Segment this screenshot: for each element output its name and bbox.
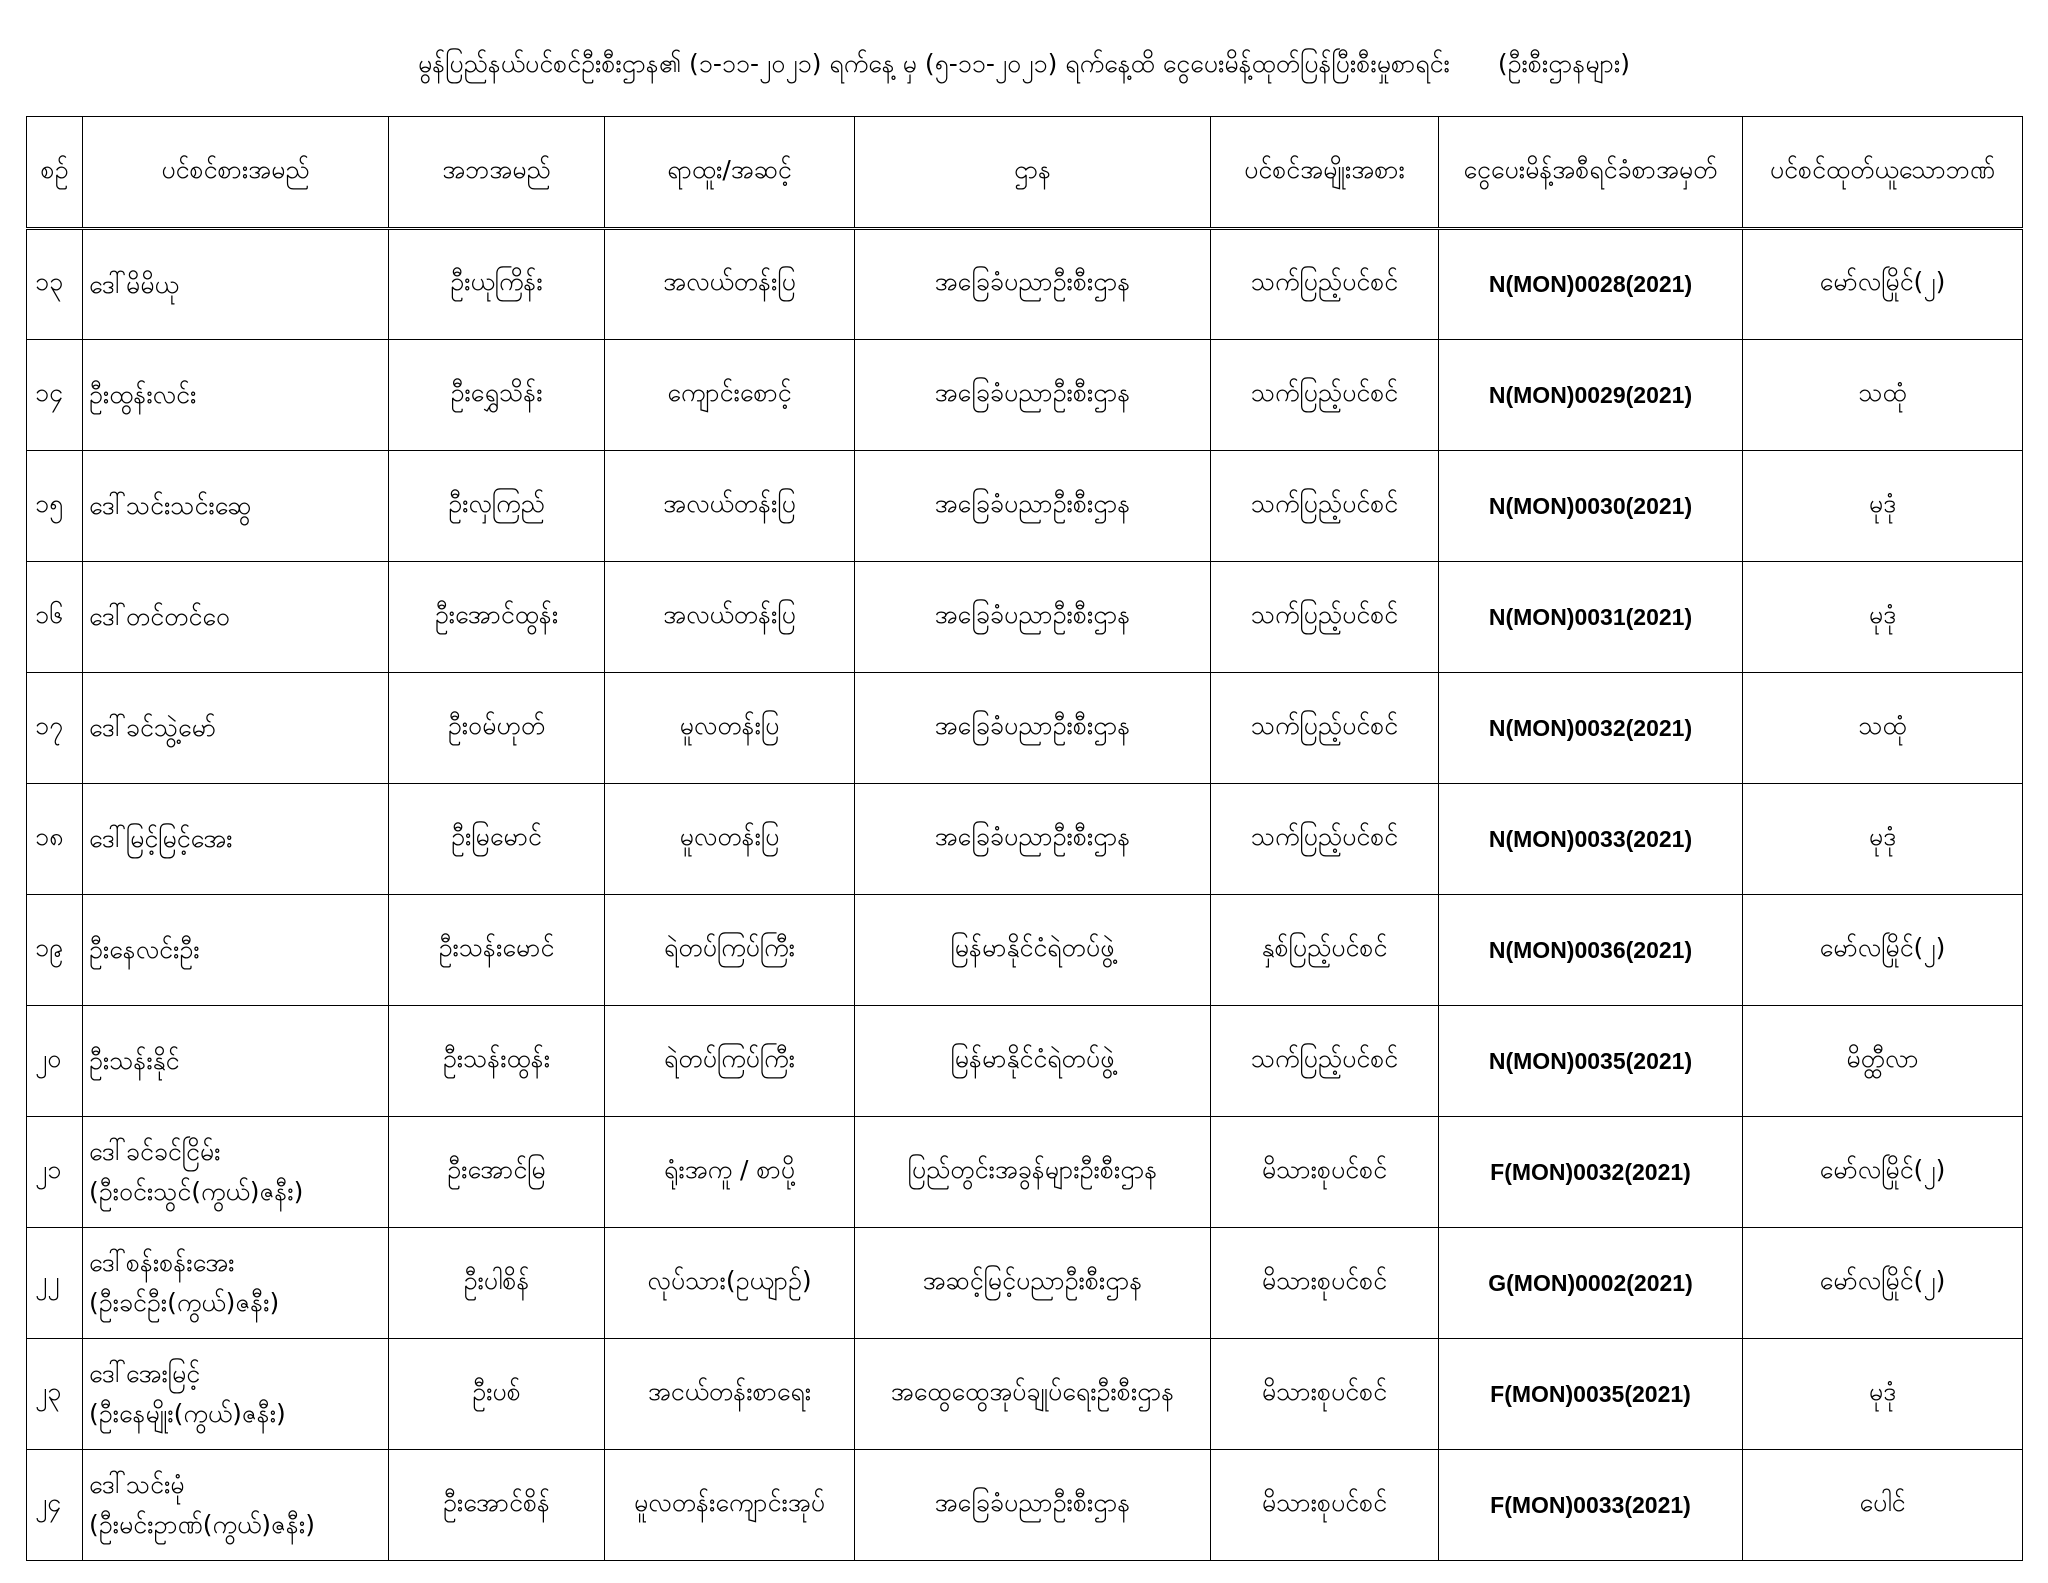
cell-no: ၂၁ [27,1117,83,1228]
cell-pensioner [83,451,389,562]
col-header-department: ဌာန [855,117,1211,229]
cell-pensioner [83,1228,389,1339]
cell-pension-type: သက်ပြည့်ပင်စင် [1211,1006,1439,1117]
spouse-note: (ဦးဝင်းသွင်(ကွယ်)ဇနီး) [89,1177,304,1206]
cell-father: ဦးယုကြိန်း [389,229,605,340]
cell-father: ဦးဝမ်ဟုတ် [389,673,605,784]
table-row [27,1117,2023,1228]
cell-rank: အလယ်တန်းပြ [605,229,855,340]
cell-pension-type: သက်ပြည့်ပင်စင် [1211,562,1439,673]
cell-license-no: N(MON)0036(2021) [1439,895,1743,1006]
cell-office: မော်လမြိုင်(၂) [1743,1117,2023,1228]
cell-department: အခြေခံပညာဦးစီးဌာန [855,562,1211,673]
pensioner-name: ဒေါ်သင်းမုံ [89,1470,185,1499]
cell-department: မြန်မာနိုင်ငံရဲတပ်ဖွဲ့ [855,895,1211,1006]
cell-pensioner [83,340,389,451]
table-row [27,784,2023,895]
table-row [27,229,2023,340]
cell-rank: ရုံးအကူ / စာပို့ [605,1117,855,1228]
cell-department: အထွေထွေအုပ်ချုပ်ရေးဦးစီးဌာန [855,1339,1211,1450]
pensioner-name: ဒေါ်သင်းသင်းဆွေ [89,491,252,520]
table-row [27,562,2023,673]
cell-license-no: N(MON)0035(2021) [1439,1006,1743,1117]
cell-department: အခြေခံပညာဦးစီးဌာန [855,1450,1211,1561]
table-row [27,340,2023,451]
cell-no: ၁၃ [27,229,83,340]
cell-pensioner [83,673,389,784]
cell-rank: ရဲတပ်ကြပ်ကြီး [605,1006,855,1117]
col-header-rank: ရာထူး/အဆင့် [605,117,855,229]
col-header-type: ပင်စင်အမျိုးအစား [1211,117,1439,229]
table-row [27,1450,2023,1561]
spouse-note: (ဦးခင်ဦး(ကွယ်)ဇနီး) [89,1288,280,1317]
cell-office: မုဒုံ [1743,451,2023,562]
cell-pensioner [83,1339,389,1450]
cell-office: မုဒုံ [1743,562,2023,673]
cell-office: မော်လမြိုင်(၂) [1743,1228,2023,1339]
header-row [27,117,2023,229]
cell-no: ၁၄ [27,340,83,451]
cell-department: အခြေခံပညာဦးစီးဌာန [855,673,1211,784]
cell-rank: မူလတန်းပြ [605,784,855,895]
cell-license-no: N(MON)0030(2021) [1439,451,1743,562]
col-header-no: စဉ် [27,117,83,229]
cell-pensioner [83,784,389,895]
cell-license-no: F(MON)0035(2021) [1439,1339,1743,1450]
cell-no: ၁၆ [27,562,83,673]
cell-rank: အလယ်တန်းပြ [605,451,855,562]
cell-no: ၁၇ [27,673,83,784]
cell-rank: မူလတန်းကျောင်းအုပ် [605,1450,855,1561]
cell-pension-type: သက်ပြည့်ပင်စင် [1211,784,1439,895]
cell-license-no: G(MON)0002(2021) [1439,1228,1743,1339]
cell-department: အခြေခံပညာဦးစီးဌာန [855,784,1211,895]
cell-office: မုဒုံ [1743,784,2023,895]
cell-pension-type: သက်ပြည့်ပင်စင် [1211,673,1439,784]
cell-father: ဦးအောင်မြ [389,1117,605,1228]
cell-department: မြန်မာနိုင်ငံရဲတပ်ဖွဲ့ [855,1006,1211,1117]
pensioner-name: ဒေါ်ခင်ခင်ငြိမ်း [89,1137,221,1166]
cell-pension-type: သက်ပြည့်ပင်စင် [1211,451,1439,562]
cell-no: ၂၀ [27,1006,83,1117]
cell-department: အခြေခံပညာဦးစီးဌာန [855,451,1211,562]
cell-father: ဦးအောင်ထွန်း [389,562,605,673]
col-header-father: အဘအမည် [389,117,605,229]
cell-license-no: N(MON)0031(2021) [1439,562,1743,673]
table-row [27,451,2023,562]
cell-license-no: N(MON)0032(2021) [1439,673,1743,784]
cell-no: ၂၂ [27,1228,83,1339]
table-body [27,229,2023,1561]
cell-office: သထုံ [1743,673,2023,784]
spouse-note: (ဦးနေမျိုး(ကွယ်)ဇနီး) [89,1399,286,1428]
cell-office: သထုံ [1743,340,2023,451]
cell-father: ဦးပစ် [389,1339,605,1450]
pensioner-name: ဒေါ်အေးမြင့် [89,1359,201,1388]
cell-father: ဦးပါစိန် [389,1228,605,1339]
pensioner-name: ဦးထွန်းလင်း [89,380,197,409]
cell-license-no: F(MON)0032(2021) [1439,1117,1743,1228]
cell-pension-type: သက်ပြည့်ပင်စင် [1211,229,1439,340]
pension-list-table [26,116,2023,1561]
cell-father: ဦးမြမောင် [389,784,605,895]
cell-office: မော်လမြိုင်(၂) [1743,229,2023,340]
cell-pension-type: နှစ်ပြည့်ပင်စင် [1211,895,1439,1006]
pensioner-name: ဒေါ်တင်တင်ဝေ [89,602,230,631]
cell-father: ဦးအောင်စိန် [389,1450,605,1561]
cell-pensioner [83,1450,389,1561]
cell-license-no: F(MON)0033(2021) [1439,1450,1743,1561]
cell-pension-type: သက်ပြည့်ပင်စင် [1211,340,1439,451]
cell-office: မော်လမြိုင်(၂) [1743,895,2023,1006]
cell-office: မုဒုံ [1743,1339,2023,1450]
cell-father: ဦးသန်းမောင် [389,895,605,1006]
cell-office: မိတ္ထီလာ [1743,1006,2023,1117]
spouse-note: (ဦးမင်းဥာဏ်(ကွယ်)ဇနီး) [89,1510,315,1539]
cell-no: ၂၄ [27,1450,83,1561]
cell-department: အခြေခံပညာဦးစီးဌာန [855,340,1211,451]
col-header-pensioner: ပင်စင်စားအမည် [83,117,389,229]
pensioner-name: ဦးနေလင်းဦး [89,935,200,964]
cell-department: ပြည်တွင်းအခွန်များဦးစီးဌာန [855,1117,1211,1228]
cell-pension-type: မိသားစုပင်စင် [1211,1228,1439,1339]
pensioner-name: ဒေါ်မြင့်မြင့်အေး [89,824,233,853]
cell-rank: မူလတန်းပြ [605,673,855,784]
pensioner-name: ဦးသန်းနိုင် [89,1046,180,1075]
table-row [27,1228,2023,1339]
col-header-license: ငွေပေးမိန့်အစီရင်ခံစာအမှတ် [1439,117,1743,229]
cell-no: ၂၃ [27,1339,83,1450]
table-row [27,673,2023,784]
cell-no: ၁၈ [27,784,83,895]
cell-rank: လုပ်သား(ဥယျာဉ်) [605,1228,855,1339]
table-row [27,1006,2023,1117]
col-header-office: ပင်စင်ထုတ်ယူသောဘဏ် [1743,117,2023,229]
cell-office: ပေါင် [1743,1450,2023,1561]
pensioner-name: ဒေါ်ခင်သွဲ့မော် [89,713,217,742]
cell-pension-type: မိသားစုပင်စင် [1211,1339,1439,1450]
title-department-note: (ဦးစီးဌာနများ) [1497,49,1630,78]
cell-rank: အငယ်တန်းစာရေး [605,1339,855,1450]
cell-pensioner [83,1006,389,1117]
cell-department: အခြေခံပညာဦးစီးဌာန [855,229,1211,340]
cell-no: ၁၉ [27,895,83,1006]
table-row [27,1339,2023,1450]
cell-rank: ရဲတပ်ကြပ်ကြီး [605,895,855,1006]
pensioner-name: ဒေါ်မိမိယု [89,269,179,299]
cell-pensioner [83,895,389,1006]
cell-father: ဦးသန်းထွန်း [389,1006,605,1117]
cell-pensioner [83,562,389,673]
cell-department: အဆင့်မြင့်ပညာဦးစီးဌာန [855,1228,1211,1339]
cell-rank: အလယ်တန်းပြ [605,562,855,673]
cell-pensioner [83,229,389,340]
cell-pension-type: မိသားစုပင်စင် [1211,1450,1439,1561]
cell-pension-type: မိသားစုပင်စင် [1211,1117,1439,1228]
cell-license-no: N(MON)0028(2021) [1439,229,1743,340]
cell-father: ဦးရွှေသိန်း [389,340,605,451]
table-row [27,895,2023,1006]
cell-no: ၁၅ [27,451,83,562]
cell-father: ဦးလှကြည် [389,451,605,562]
cell-license-no: N(MON)0033(2021) [1439,784,1743,895]
title-main: မွန်ပြည်နယ်ပင်စင်ဦးစီးဌာန၏ (၁-၁၁-၂၀၂၁) ရက်နေ့ မှ (၅-၁၁-၂၀၂၁) ရက်နေ့ထိ ငွေပေးမိန့်ထုတ်ပြန်ပြီးစီးမှုစာရင်း [418,49,1450,78]
cell-rank: ကျောင်းစောင့် [605,340,855,451]
document-title [0,44,2048,84]
cell-license-no: N(MON)0029(2021) [1439,340,1743,451]
pensioner-name: ဒေါ်စန်းစန်းအေး [89,1248,235,1277]
cell-pensioner [83,1117,389,1228]
